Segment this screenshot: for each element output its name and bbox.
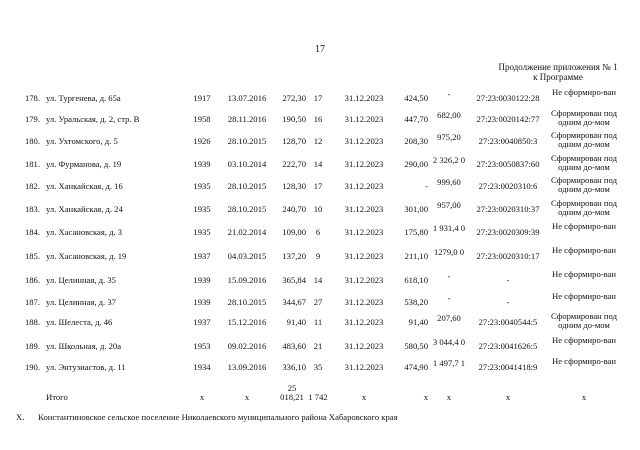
- cell-residents: 17: [313, 181, 323, 191]
- cell-num: 182.: [24, 181, 40, 191]
- cell-year: 1917: [193, 93, 211, 103]
- cell-area2: -: [447, 89, 451, 99]
- cell-address: ул. Хасановская, д. 19: [46, 251, 127, 261]
- cell-address: ул. Ханкайская, д. 16: [46, 181, 123, 191]
- cell-date: 28.10.2015: [227, 136, 267, 146]
- cell-date: 21.02.2014: [227, 227, 267, 237]
- cell-plan-date: 31.12.2023: [344, 362, 384, 372]
- cell-area2: x: [446, 392, 452, 402]
- cell-plan-date: 31.12.2023: [344, 317, 384, 327]
- cell-note: Не сформиро-ван: [552, 221, 616, 231]
- cell-address: ул. Тургенева, д. 65а: [46, 93, 121, 103]
- cell-cadastral: 27:23:0041418:9: [478, 362, 538, 372]
- cell-area1: 447,70: [404, 114, 428, 124]
- table-row: [0, 153, 640, 180]
- cell-area1: 91,40: [408, 317, 428, 327]
- cell-area2: 207,60: [437, 313, 461, 323]
- cell-note: Сформирован под одним до-мом: [551, 198, 617, 217]
- section-footer: [16, 412, 398, 422]
- cell-plan-date: 31.12.2023: [344, 251, 384, 261]
- cell-address: ул. Фурманова, д. 19: [46, 159, 122, 169]
- cell-date: 13.07.2016: [227, 93, 267, 103]
- cell-date: 28.10.2015: [227, 204, 267, 214]
- cell-area2: -: [447, 293, 451, 303]
- cell-address: ул. Энтузиастов, д. 11: [46, 362, 126, 372]
- cell-date: x: [244, 392, 250, 402]
- cell-residents: 10: [313, 204, 323, 214]
- cell-note: Не сформиро-ван: [552, 245, 616, 255]
- cell-cadastral: 27:23:0041626:5: [478, 341, 538, 351]
- cell-cadastral: 27:23:0030122:28: [476, 93, 540, 103]
- cell-address: ул. Ханкайская, д. 24: [46, 204, 123, 214]
- cell-residents: 35: [313, 362, 323, 372]
- cell-num: 187.: [24, 297, 40, 307]
- cell-area: 137,20: [282, 251, 306, 261]
- table-row: [0, 130, 640, 157]
- cell-area: 25 018,21: [280, 383, 304, 402]
- cell-note: Не сформиро-ван: [552, 291, 616, 301]
- total-label: Итого: [46, 392, 68, 402]
- section-letter: X.: [16, 412, 25, 422]
- cell-plan-date: 31.12.2023: [344, 159, 384, 169]
- cell-num: 183.: [24, 204, 40, 214]
- cell-num: 188.: [24, 317, 40, 327]
- cell-num: 189.: [24, 341, 40, 351]
- appendix-line-2: к Программе: [533, 72, 583, 82]
- cell-cadastral: 27:23:0050837:60: [476, 159, 540, 169]
- cell-residents: 11: [313, 317, 323, 327]
- cell-num: 179.: [24, 114, 40, 124]
- cell-year: 1935: [193, 181, 211, 191]
- cell-year: x: [199, 392, 205, 402]
- table-row: [0, 269, 640, 296]
- cell-area: 222,70: [282, 159, 306, 169]
- cell-cadastral: 27:23:0020310:37: [476, 204, 540, 214]
- table-row: [0, 198, 640, 225]
- cell-area1: 618,10: [404, 275, 428, 285]
- cell-area1: 208,30: [404, 136, 428, 146]
- cell-area: 483,60: [282, 341, 306, 351]
- table-row: [0, 175, 640, 202]
- cell-residents: 9: [315, 251, 321, 261]
- cell-note: x: [581, 392, 587, 402]
- cell-area1: 580,50: [404, 341, 428, 351]
- cell-year: 1939: [193, 275, 211, 285]
- cell-area2: 1 497,7 1: [432, 358, 466, 368]
- cell-date: 28.11.2016: [227, 114, 267, 124]
- cell-year: 1926: [193, 136, 211, 146]
- cell-area1: 211,10: [404, 251, 428, 261]
- cell-cadastral: -: [506, 297, 510, 307]
- cell-plan-date: 31.12.2023: [344, 136, 384, 146]
- table-row: [0, 87, 640, 114]
- cell-year: 1939: [193, 297, 211, 307]
- cell-num: 184.: [24, 227, 40, 237]
- table-row: [0, 108, 640, 135]
- cell-address: ул. Ухтомского, д. 5: [46, 136, 118, 146]
- cell-area2: 682,00: [437, 110, 461, 120]
- cell-address: ул. Уральская, д. 2, стр. В: [46, 114, 140, 124]
- cell-area: 109,00: [282, 227, 306, 237]
- cell-num: 186.: [24, 275, 40, 285]
- cell-area2: 1279,0 0: [433, 247, 465, 257]
- cell-address: ул. Шелеста, д. 46: [46, 317, 113, 327]
- cell-year: 1939: [193, 159, 211, 169]
- cell-residents: 1 742: [308, 392, 328, 402]
- cell-plan-date: 31.12.2023: [344, 93, 384, 103]
- cell-date: 15.12.2016: [227, 317, 267, 327]
- cell-area1: x: [423, 392, 428, 402]
- table-row: [0, 221, 640, 248]
- cell-residents: 12: [313, 136, 323, 146]
- cell-residents: 27: [313, 297, 323, 307]
- cell-note: Не сформиро-ван: [552, 335, 616, 345]
- cell-cadastral: 27:23:0020310:6: [478, 181, 538, 191]
- cell-num: 180.: [24, 136, 40, 146]
- cell-area2: 999,60: [437, 177, 461, 187]
- cell-note: Сформирован под одним до-мом: [551, 175, 617, 194]
- cell-num: 190.: [24, 362, 40, 372]
- cell-note: Не сформиро-ван: [552, 356, 616, 366]
- cell-residents: 14: [313, 159, 323, 169]
- cell-area: 272,30: [282, 93, 306, 103]
- cell-year: 1934: [193, 362, 211, 372]
- cell-residents: 16: [313, 114, 323, 124]
- cell-plan-date: 31.12.2023: [344, 227, 384, 237]
- cell-date: 04.03.2015: [227, 251, 267, 261]
- cell-date: 03.10.2014: [227, 159, 267, 169]
- cell-area2: 3 044,4 0: [432, 337, 466, 347]
- cell-residents: 14: [313, 275, 323, 285]
- table-row: [0, 356, 640, 383]
- cell-plan-date: 31.12.2023: [344, 114, 384, 124]
- cell-date: 28.10.2015: [227, 297, 267, 307]
- cell-area: 344,67: [282, 297, 306, 307]
- table-row: [0, 335, 640, 362]
- cell-year: 1937: [193, 251, 211, 261]
- cell-cadastral: x: [505, 392, 511, 402]
- cell-area2: 2 326,2 0: [432, 155, 466, 165]
- cell-date: 28.10.2015: [227, 181, 267, 191]
- cell-area1: -: [425, 181, 428, 191]
- cell-area1: 301,00: [404, 204, 428, 214]
- cell-area: 365,84: [282, 275, 306, 285]
- appendix-heading: [488, 62, 628, 82]
- table-row: [0, 291, 640, 318]
- table-row: [0, 245, 640, 272]
- cell-area: 336,10: [282, 362, 306, 372]
- total-row: [0, 385, 640, 407]
- cell-area2: 1 931,4 0: [432, 223, 466, 233]
- cell-note: Не сформиро-ван: [552, 269, 616, 279]
- cell-area: 91,40: [286, 317, 306, 327]
- cell-date: 15.09.2016: [227, 275, 267, 285]
- cell-plan-date: 31.12.2023: [344, 204, 384, 214]
- cell-cadastral: 27:23:0040850:3: [478, 136, 538, 146]
- cell-note: Сформирован под одним до-мом: [551, 153, 617, 172]
- cell-area2: -: [447, 271, 451, 281]
- cell-note: Сформирован под одним до-мом: [551, 130, 617, 149]
- cell-num: 185.: [24, 251, 40, 261]
- cell-address: ул. Целинная, д. 37: [46, 297, 116, 307]
- cell-residents: 17: [313, 93, 323, 103]
- table-row: [0, 311, 640, 338]
- cell-num: 178.: [24, 93, 40, 103]
- cell-year: 1935: [193, 204, 211, 214]
- cell-cadastral: 27:23:0020142:77: [476, 114, 540, 124]
- cell-num: 181.: [24, 159, 40, 169]
- cell-area: 240,70: [282, 204, 306, 214]
- cell-year: 1958: [193, 114, 211, 124]
- appendix-line-1: Продолжение приложения № 1: [498, 62, 618, 72]
- cell-note: Сформирован под одним до-мом: [551, 311, 617, 330]
- cell-cadastral: 27:23:0020309:39: [476, 227, 540, 237]
- cell-cadastral: 27:23:0020310:17: [476, 251, 540, 261]
- cell-area1: 474,90: [404, 362, 428, 372]
- cell-note: Не сформиро-ван: [552, 87, 616, 97]
- cell-area1: 424,50: [404, 93, 428, 103]
- page-number: 17: [315, 44, 325, 55]
- section-title: Константиновское сельское поселение Николаевского муниципального района Хабаровского края: [38, 412, 398, 422]
- cell-address: ул. Хасановская, д. 3: [46, 227, 123, 237]
- cell-plan-date: 31.12.2023: [344, 341, 384, 351]
- cell-plan-date: 31.12.2023: [344, 275, 384, 285]
- cell-area1: 290,00: [404, 159, 428, 169]
- cell-cadastral: -: [506, 275, 510, 285]
- cell-plan-date: 31.12.2023: [344, 181, 384, 191]
- cell-address: ул. Целинная, д. 35: [46, 275, 116, 285]
- cell-address: ул. Школьная, д. 20а: [46, 341, 122, 351]
- cell-area: 190,50: [282, 114, 306, 124]
- cell-area: 128,30: [282, 181, 306, 191]
- cell-date: 09.02.2016: [227, 341, 267, 351]
- cell-date: 13.09.2016: [227, 362, 267, 372]
- cell-residents: 21: [313, 341, 323, 351]
- cell-area1: 175,80: [404, 227, 428, 237]
- cell-residents: 6: [315, 227, 321, 237]
- cell-year: 1935: [193, 227, 211, 237]
- cell-area2: 957,00: [437, 200, 461, 210]
- cell-plan-date: x: [361, 392, 367, 402]
- cell-area: 128,70: [282, 136, 306, 146]
- cell-year: 1937: [193, 317, 211, 327]
- cell-plan-date: 31.12.2023: [344, 297, 384, 307]
- cell-cadastral: 27:23:0040544:5: [478, 317, 538, 327]
- cell-area1: 538,20: [404, 297, 428, 307]
- cell-area2: 975,20: [437, 132, 461, 142]
- cell-year: 1953: [193, 341, 211, 351]
- cell-note: Сформирован под одним до-мом: [551, 108, 617, 127]
